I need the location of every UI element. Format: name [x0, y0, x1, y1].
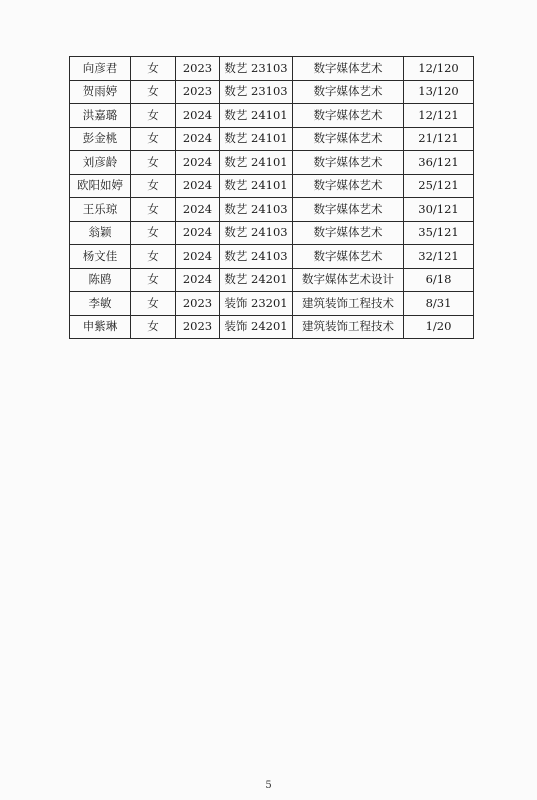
- student-name-cell: 贺雨婷: [70, 80, 131, 104]
- major-cell: 数字媒体艺术: [293, 221, 404, 245]
- enrollment-year-cell: 2024: [176, 268, 220, 292]
- table-row: [70, 268, 474, 292]
- class-cell: 数艺 24201: [220, 268, 293, 292]
- major-cell: 数字媒体艺术: [293, 104, 404, 128]
- table-row: [70, 57, 474, 81]
- enrollment-year-cell: 2023: [176, 292, 220, 316]
- rank-cell: 36/121: [404, 151, 474, 175]
- gender-cell: 女: [131, 268, 176, 292]
- table-row: [70, 292, 474, 316]
- rank-cell: 6/18: [404, 268, 474, 292]
- table-row: [70, 221, 474, 245]
- major-cell: 数字媒体艺术: [293, 198, 404, 222]
- student-name-cell: 申紫琳: [70, 315, 131, 339]
- gender-cell: 女: [131, 127, 176, 151]
- student-name-cell: 王乐琼: [70, 198, 131, 222]
- major-cell: 数字媒体艺术: [293, 245, 404, 269]
- enrollment-year-cell: 2024: [176, 174, 220, 198]
- table-row: [70, 151, 474, 175]
- gender-cell: 女: [131, 57, 176, 81]
- table-row: [70, 80, 474, 104]
- class-cell: 数艺 24101: [220, 104, 293, 128]
- major-cell: 数字媒体艺术: [293, 57, 404, 81]
- class-cell: 数艺 24101: [220, 174, 293, 198]
- student-name-cell: 向彦君: [70, 57, 131, 81]
- table-row: [70, 315, 474, 339]
- enrollment-year-cell: 2024: [176, 104, 220, 128]
- class-cell: 数艺 23103: [220, 57, 293, 81]
- rank-cell: 32/121: [404, 245, 474, 269]
- enrollment-year-cell: 2024: [176, 151, 220, 175]
- gender-cell: 女: [131, 245, 176, 269]
- student-name-cell: 陈鸥: [70, 268, 131, 292]
- class-cell: 数艺 24103: [220, 198, 293, 222]
- class-cell: 装饰 23201: [220, 292, 293, 316]
- table-row: [70, 245, 474, 269]
- gender-cell: 女: [131, 315, 176, 339]
- major-cell: 建筑装饰工程技术: [293, 315, 404, 339]
- rank-cell: 8/31: [404, 292, 474, 316]
- gender-cell: 女: [131, 104, 176, 128]
- rank-cell: 12/120: [404, 57, 474, 81]
- gender-cell: 女: [131, 151, 176, 175]
- major-cell: 数字媒体艺术: [293, 80, 404, 104]
- rank-cell: 30/121: [404, 198, 474, 222]
- enrollment-year-cell: 2024: [176, 127, 220, 151]
- enrollment-year-cell: 2023: [176, 80, 220, 104]
- major-cell: 数字媒体艺术: [293, 174, 404, 198]
- rank-cell: 12/121: [404, 104, 474, 128]
- rank-cell: 21/121: [404, 127, 474, 151]
- roster-body: [70, 57, 474, 339]
- student-name-cell: 翁颖: [70, 221, 131, 245]
- gender-cell: 女: [131, 292, 176, 316]
- gender-cell: 女: [131, 80, 176, 104]
- enrollment-year-cell: 2023: [176, 315, 220, 339]
- gender-cell: 女: [131, 221, 176, 245]
- student-name-cell: 李敏: [70, 292, 131, 316]
- table-row: [70, 127, 474, 151]
- student-name-cell: 刘彦龄: [70, 151, 131, 175]
- student-name-cell: 杨文佳: [70, 245, 131, 269]
- page-number: 5: [265, 780, 272, 791]
- major-cell: 建筑装饰工程技术: [293, 292, 404, 316]
- major-cell: 数字媒体艺术设计: [293, 268, 404, 292]
- student-name-cell: 欧阳如婷: [70, 174, 131, 198]
- enrollment-year-cell: 2023: [176, 57, 220, 81]
- gender-cell: 女: [131, 198, 176, 222]
- table-row: [70, 198, 474, 222]
- rank-cell: 1/20: [404, 315, 474, 339]
- class-cell: 装饰 24201: [220, 315, 293, 339]
- gender-cell: 女: [131, 174, 176, 198]
- student-name-cell: 彭金桃: [70, 127, 131, 151]
- major-cell: 数字媒体艺术: [293, 151, 404, 175]
- rank-cell: 35/121: [404, 221, 474, 245]
- student-roster-table: [69, 56, 474, 339]
- class-cell: 数艺 24103: [220, 221, 293, 245]
- enrollment-year-cell: 2024: [176, 198, 220, 222]
- major-cell: 数字媒体艺术: [293, 127, 404, 151]
- enrollment-year-cell: 2024: [176, 245, 220, 269]
- rank-cell: 25/121: [404, 174, 474, 198]
- class-cell: 数艺 23103: [220, 80, 293, 104]
- class-cell: 数艺 24103: [220, 245, 293, 269]
- class-cell: 数艺 24101: [220, 127, 293, 151]
- enrollment-year-cell: 2024: [176, 221, 220, 245]
- student-name-cell: 洪嘉璐: [70, 104, 131, 128]
- class-cell: 数艺 24101: [220, 151, 293, 175]
- table-row: [70, 104, 474, 128]
- rank-cell: 13/120: [404, 80, 474, 104]
- table-row: [70, 174, 474, 198]
